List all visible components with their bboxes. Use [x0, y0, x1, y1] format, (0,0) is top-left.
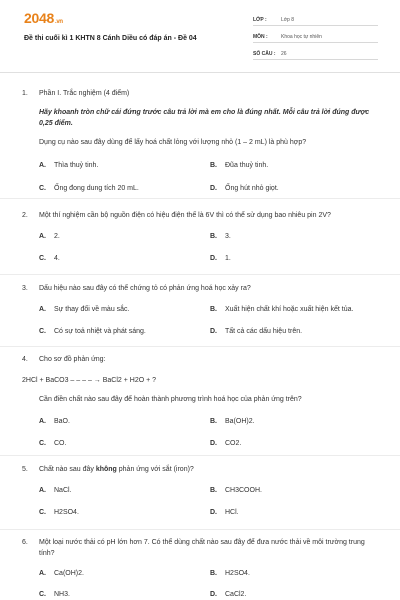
meta-count: [253, 48, 378, 60]
option-b[interactable]: B. Ba(OH)2.: [210, 418, 255, 425]
question-3: [22, 283, 382, 339]
divider: [0, 529, 400, 530]
divider: [0, 274, 400, 275]
meta-key: SỐ CÂU :: [253, 50, 276, 57]
options-row: [39, 253, 382, 266]
option-d[interactable]: D. 1.: [210, 255, 231, 262]
reaction-equation: 2HCl + BaCO3 – – – – → BaCl2 + H2O + ?: [22, 377, 157, 384]
option-a[interactable]: A. BaO.: [39, 418, 70, 425]
option-c[interactable]: C. 4.: [39, 255, 60, 262]
option-b[interactable]: B. Xuất hiện chất khí hoặc xuất hiện kết tủa.: [210, 306, 354, 313]
question-5: [22, 464, 382, 520]
option-d[interactable]: D. Tất cả các dấu hiệu trên.: [210, 328, 303, 335]
exam-meta: [253, 14, 378, 65]
meta-subject: [253, 31, 378, 43]
exam-title: Đề thi cuối kì 1 KHTN 8 Cánh Diều có đáp án - Đề 04: [24, 35, 197, 42]
option-b[interactable]: B. CH3COOH.: [210, 487, 262, 494]
option-c[interactable]: C. CO.: [39, 440, 67, 447]
divider: [0, 346, 400, 347]
option-a[interactable]: A. NaCl.: [39, 487, 72, 494]
options-row: [39, 568, 382, 581]
option-a[interactable]: A. 2.: [39, 233, 60, 240]
option-a[interactable]: A. Ca(OH)2.: [39, 570, 84, 577]
question-text: Dụng cụ nào sau đây dùng để lấy hoá chất lỏng với lượng nhỏ (1 – 2 mL) là phù hợp?: [39, 139, 307, 146]
option-b[interactable]: B. 3.: [210, 233, 231, 240]
option-d[interactable]: D. CaCl2.: [210, 591, 247, 598]
option-b[interactable]: B. Đũa thuỷ tinh.: [210, 162, 269, 169]
option-a[interactable]: A. Thìa thuỷ tinh.: [39, 162, 99, 169]
question-text: Một thí nghiệm cần bộ nguồn điện có hiệu điện thế là 6V thì có thể sử dụng bao nhiêu pin 2V?: [39, 212, 331, 219]
question-text: Chất nào sau đây không phản ứng với sắt (iron)?: [39, 466, 194, 473]
question-number: 3.: [22, 285, 28, 292]
question-text: Một loại nước thải có pH lớn hơn 7. Có thể dùng chất nào sau đây để đưa nước thải về môi trường trung tính?: [39, 539, 365, 557]
question-text: Dấu hiệu nào sau đây có thể chứng tỏ có phản ứng hoá học xảy ra?: [39, 285, 251, 292]
options-row: [39, 507, 382, 520]
option-d[interactable]: D. HCl.: [210, 509, 239, 516]
meta-key: LỚP :: [253, 16, 267, 23]
question-number: 6.: [22, 539, 28, 546]
options-row: [39, 485, 382, 498]
meta-value: Khoa học tự nhiên: [281, 33, 322, 40]
meta-value: Lớp 8: [281, 16, 295, 23]
question-4: [22, 354, 382, 451]
options-row: [39, 183, 382, 196]
question-6: [22, 537, 382, 600]
options-row: [39, 589, 382, 600]
emphasis: không: [95, 466, 117, 473]
option-d[interactable]: D. CO2.: [210, 440, 242, 447]
options-row: [39, 304, 382, 317]
options-row: [39, 326, 382, 339]
instruction: Hãy khoanh tròn chữ cái đứng trước câu trả lời mà em cho là đúng nhất. Mỗi câu trả lời đúng được 0,25 điểm.: [39, 109, 370, 127]
question-number: 1.: [22, 90, 28, 97]
question-number: 4.: [22, 356, 28, 363]
option-b[interactable]: B. H2SO4.: [210, 570, 250, 577]
question-number: 5.: [22, 466, 28, 473]
options-row: [39, 438, 382, 451]
meta-key: MÔN :: [253, 33, 268, 40]
options-row: [39, 416, 382, 429]
question-text: Cho sơ đồ phản ứng:: [39, 356, 106, 363]
option-c[interactable]: C. Ống đong dung tích 20 mL.: [39, 185, 139, 192]
question-2: [22, 210, 382, 266]
question-1: [22, 88, 382, 196]
header-divider: [0, 72, 400, 73]
site-logo[interactable]: 2048.vn: [24, 10, 63, 26]
option-c[interactable]: C. H2SO4.: [39, 509, 79, 516]
question-subtext: Cần điền chất nào sau đây để hoàn thành phương trình hoá học của phản ứng trên?: [39, 396, 302, 403]
divider: [0, 198, 400, 199]
part-title: Phần I. Trắc nghiệm (4 điểm): [39, 90, 130, 97]
meta-value: 26: [281, 50, 287, 57]
option-d[interactable]: D. Ống hút nhỏ giọt.: [210, 185, 279, 192]
option-c[interactable]: C. Có sự toả nhiệt và phát sáng.: [39, 328, 146, 335]
option-a[interactable]: A. Sự thay đổi về màu sắc.: [39, 306, 130, 313]
divider: [0, 455, 400, 456]
option-c[interactable]: C. NH3.: [39, 591, 70, 598]
meta-class: [253, 14, 378, 26]
question-number: 2.: [22, 212, 28, 219]
options-row: [39, 231, 382, 244]
page-header: [0, 0, 400, 66]
options-row: [39, 160, 382, 173]
